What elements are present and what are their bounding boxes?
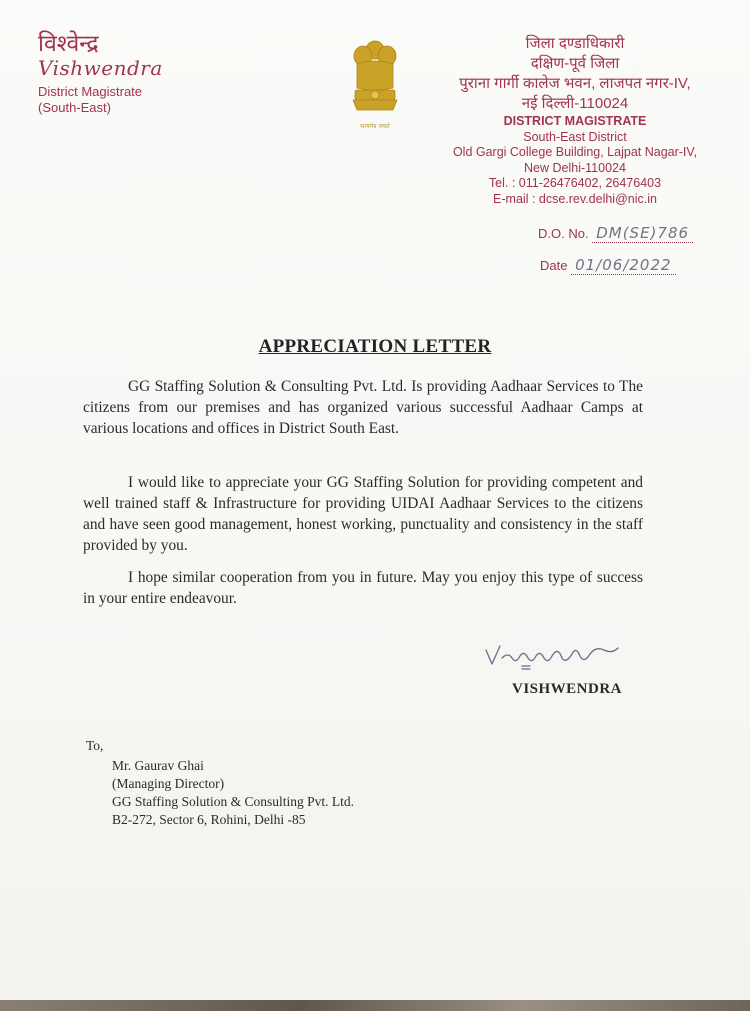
office-en-line4: New Delhi-110024 bbox=[524, 160, 626, 175]
letter-title: APPRECIATION LETTER bbox=[258, 336, 492, 357]
signer-name: VISHWENDRA bbox=[512, 681, 623, 697]
office-hi-line2: दक्षिण-पूर्व जिला bbox=[530, 55, 620, 72]
recipient-to: To, bbox=[86, 738, 104, 753]
office-en-line2: South-East District bbox=[523, 129, 627, 144]
do-number-field bbox=[538, 224, 693, 243]
do-number-label: D.O. No. bbox=[538, 226, 589, 241]
date-label: Date bbox=[540, 258, 568, 273]
date-value: 01/06/2022 bbox=[571, 256, 675, 275]
recipient-designation: (Managing Director) bbox=[112, 776, 225, 791]
table-surface-edge bbox=[0, 1000, 750, 1011]
sender-block bbox=[38, 30, 163, 116]
do-number-value: DM(SE)786 bbox=[592, 224, 693, 243]
office-hi-line4: नई दिल्ली-110024 bbox=[521, 95, 629, 112]
national-emblem-icon bbox=[343, 36, 407, 136]
recipient-company: GG Staffing Solution & Consulting Pvt. Ltd. bbox=[112, 794, 355, 809]
sender-role bbox=[38, 84, 163, 116]
office-en-line3: Old Gargi College Building, Lajpat Nagar-IV, bbox=[452, 145, 698, 159]
recipient-address bbox=[112, 757, 354, 829]
sender-name-script: Vishwendra bbox=[38, 56, 163, 80]
body-paragraph-2: I would like to appreciate your GG Staffing Solution for providing competent and well trained staff & Infrastructure for providing UIDAI Aadhaar Services to the citizens and have seen good management, honest working, punctuality and consistency in the staff provided by you. bbox=[83, 474, 643, 554]
office-tel: Tel. : 011-26476402, 26476403 bbox=[488, 176, 662, 190]
date-field bbox=[540, 256, 676, 275]
office-en-line1: DISTRICT MAGISTRATE bbox=[503, 114, 647, 128]
handwritten-signature bbox=[482, 636, 622, 672]
recipient-name: Mr. Gaurav Ghai bbox=[112, 758, 204, 773]
office-hi-line1: जिला दण्डाधिकारी bbox=[525, 35, 625, 52]
sender-role-line2: (South-East) bbox=[38, 100, 111, 115]
office-letterhead bbox=[430, 34, 720, 207]
body-paragraph-3: I hope similar cooperation from you in future. May you enjoy this type of success in your entire endeavour. bbox=[83, 569, 643, 607]
sender-name-hindi: विश्वेन्द्र bbox=[38, 30, 99, 56]
office-hi-line3: पुराना गार्गी कालेज भवन, लाजपत नगर-IV, bbox=[459, 75, 691, 92]
emblem-motto: सत्यमेव जयते bbox=[360, 123, 390, 130]
recipient-street-address: B2-272, Sector 6, Rohini, Delhi -85 bbox=[112, 812, 306, 827]
office-email: E-mail : dcse.rev.delhi@nic.in bbox=[493, 191, 657, 206]
body-paragraph-1: GG Staffing Solution & Consulting Pvt. Ltd. Is providing Aadhaar Services to The citizens from our premises and has organized various successful Aadhaar Camps at various locations and offices in District South East. bbox=[83, 378, 643, 437]
sender-role-line1: District Magistrate bbox=[38, 84, 143, 99]
